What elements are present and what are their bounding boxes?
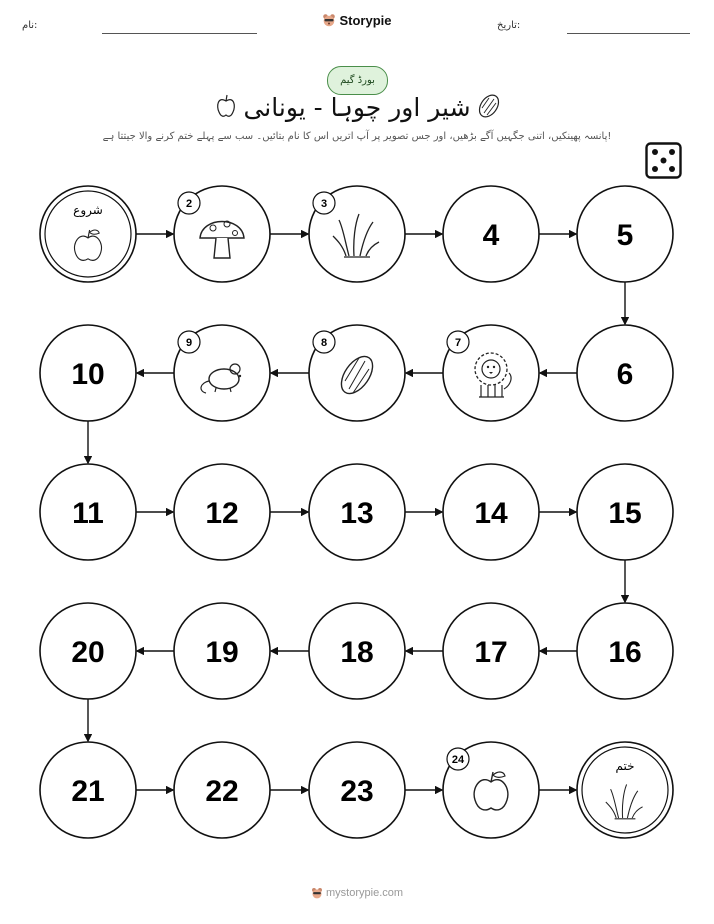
cell-number: 16 — [608, 636, 642, 669]
cell-number: 13 — [340, 497, 374, 530]
board-cell-15[interactable] — [577, 464, 673, 560]
cell-number: 14 — [474, 497, 508, 530]
instructions: پانسہ پھینکیں، اتنی جگہیں آگے بڑھیں، اور جس تصویر پر آپ اتریں اس کا نام بتائیں۔ سب سے پہلے ختم کرنے والا جیتتا ہے! — [102, 131, 612, 142]
cell-number: 3 — [320, 198, 328, 210]
date-label: تاریخ: — [497, 20, 521, 31]
cell-number: 6 — [616, 358, 634, 391]
board-cell-12[interactable] — [174, 464, 270, 560]
board-cell-23[interactable] — [309, 742, 405, 838]
board-cell-2[interactable] — [174, 186, 270, 282]
cell-number: 8 — [320, 337, 328, 349]
cell-number: 5 — [616, 219, 634, 252]
page-title: شیر اور چوہا - یونانی — [243, 93, 471, 122]
board-cell-7[interactable] — [443, 325, 539, 421]
cell-number: 4 — [482, 219, 500, 252]
cell-number: 11 — [72, 497, 104, 530]
board-game-badge: بورڈ گیم — [327, 66, 388, 95]
board-cell-21[interactable] — [40, 742, 136, 838]
cell-number: 24 — [451, 754, 465, 766]
board-cell-3[interactable] — [309, 186, 405, 282]
board-cell-5[interactable] — [577, 186, 673, 282]
board-cell-22[interactable] — [174, 742, 270, 838]
board-cell-16[interactable] — [577, 603, 673, 699]
storypie-logo-icon — [311, 887, 323, 899]
cell-number: 21 — [71, 775, 105, 808]
footer-url: mystorypie.com — [326, 887, 404, 899]
board-cell-1[interactable] — [40, 186, 136, 282]
board-cell-14[interactable] — [443, 464, 539, 560]
cell-number: 23 — [340, 775, 374, 808]
board-cell-18[interactable] — [309, 603, 405, 699]
board-cell-10[interactable] — [40, 325, 136, 421]
board-cell-8[interactable] — [309, 325, 405, 421]
cell-number: 2 — [185, 198, 193, 210]
board-cell-20[interactable] — [40, 603, 136, 699]
cell-number: 10 — [71, 358, 105, 391]
cell-number: 9 — [185, 337, 193, 349]
name-label: نام: — [22, 20, 38, 31]
board-cell-9[interactable] — [174, 325, 270, 421]
cell-number: 17 — [474, 636, 508, 669]
cell-number: 18 — [340, 636, 374, 669]
cell-number: 20 — [71, 636, 105, 669]
board-cell-17[interactable] — [443, 603, 539, 699]
cell-number: 15 — [608, 497, 642, 530]
footer — [0, 887, 714, 899]
cell-number: 19 — [205, 636, 239, 669]
cell-number: 7 — [454, 337, 462, 349]
start-label: شروع — [73, 203, 103, 217]
board-cell-24[interactable] — [443, 742, 539, 838]
board-cell-13[interactable] — [309, 464, 405, 560]
board-cell-6[interactable] — [577, 325, 673, 421]
finish-label: ختم — [615, 759, 635, 773]
cell-number: 22 — [205, 775, 239, 808]
board-cell-25[interactable] — [577, 742, 673, 838]
cell-number: 12 — [205, 497, 239, 530]
board-cell-4[interactable] — [443, 186, 539, 282]
board-cell-11[interactable] — [40, 464, 136, 560]
board-cell-19[interactable] — [174, 603, 270, 699]
brand-name: Storypie — [339, 13, 392, 28]
